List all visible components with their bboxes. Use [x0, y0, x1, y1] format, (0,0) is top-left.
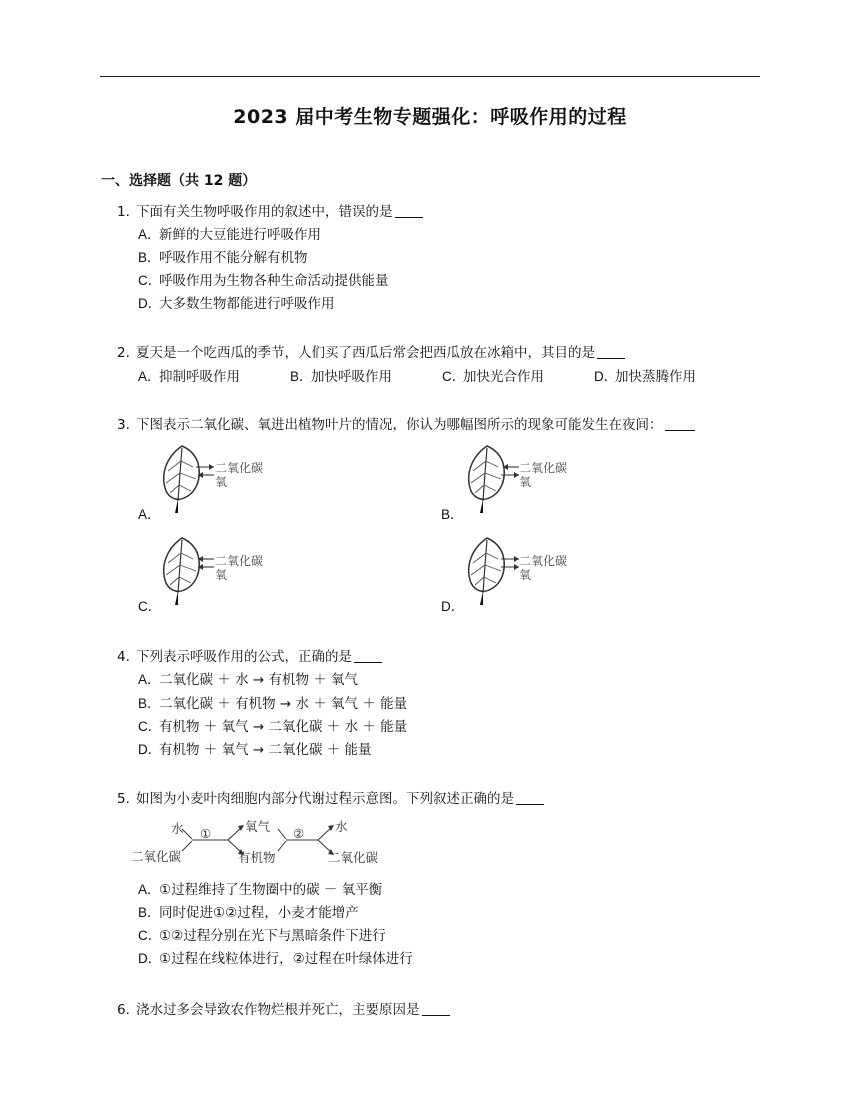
question-2-option-b[interactable] [290, 365, 392, 385]
question-3-option-c[interactable] [138, 595, 162, 615]
question-1-stem [117, 200, 423, 220]
diagram-step-2: ② [293, 827, 305, 841]
question-1-option-a[interactable] [138, 223, 321, 243]
question-5-option-a[interactable] [138, 878, 382, 898]
question-3-stem [117, 413, 695, 433]
diagram-step-1: ① [200, 827, 212, 841]
answer-blank[interactable] [354, 648, 382, 663]
option-letter: A． [138, 369, 161, 384]
question-3-number: 3. [117, 417, 130, 433]
question-4-option-c[interactable] [138, 715, 407, 735]
option-letter: B． [138, 250, 161, 265]
question-4-text: 下列表示呼吸作用的公式，正确的是 [136, 649, 352, 665]
question-6-text: 浇水过多会导致农作物烂根并死亡，主要原因是 [136, 1002, 420, 1018]
leaf-a-co2-label: 二氧化碳 [215, 461, 264, 475]
option-letter: B． [138, 696, 161, 711]
question-5-number: 5. [117, 791, 130, 807]
question-1-option-b[interactable] [138, 246, 308, 266]
option-text: 同时促进①②过程，小麦才能增产 [159, 905, 359, 921]
section-title: 一、选择题（共 12 题） [101, 173, 257, 189]
question-1-text: 下面有关生物呼吸作用的叙述中，错误的是 [136, 204, 393, 220]
question-4-stem [117, 645, 382, 665]
leaf-a-o2-label: 氧 [215, 475, 228, 489]
leaf-c-co2-label: 二氧化碳 [215, 554, 264, 568]
option-letter: B． [441, 507, 464, 522]
answer-blank[interactable] [422, 1001, 450, 1016]
option-letter: A． [138, 672, 161, 687]
option-text: 加快呼吸作用 [311, 369, 392, 385]
question-2-option-a[interactable] [138, 365, 240, 385]
option-text: 大多数生物都能进行呼吸作用 [159, 296, 335, 312]
option-letter: C． [138, 719, 162, 734]
question-1-option-c[interactable] [138, 269, 389, 289]
option-letter: C． [138, 928, 162, 943]
question-2-option-d[interactable] [594, 365, 696, 385]
option-letter: A． [138, 227, 161, 242]
question-2-option-c[interactable] [442, 365, 544, 385]
option-letter: D． [138, 951, 162, 966]
option-text: 有机物 ＋ 氧气 → 二氧化碳 ＋ 水 ＋ 能量 [159, 719, 408, 735]
option-letter: B． [290, 369, 313, 384]
option-letter: B． [138, 905, 161, 920]
leaf-d-o2-label: 氧 [519, 568, 532, 582]
diagram-oxygen: 氧气 [245, 820, 271, 834]
option-letter: D． [594, 369, 618, 384]
leaf-b-o2-label: 氧 [519, 475, 532, 489]
question-5-option-d[interactable] [138, 947, 413, 967]
question-5-stem [117, 787, 544, 807]
diagram-organic: 有机物 [238, 851, 276, 865]
question-6-number: 6. [117, 1002, 130, 1018]
document-title: 2023 届中考生物专题强化：呼吸作用的过程 [233, 106, 627, 128]
question-3-option-b[interactable] [441, 503, 462, 523]
question-4-option-a[interactable] [138, 668, 358, 688]
option-text: ①过程在线粒体进行，②过程在叶绿体进行 [159, 951, 413, 967]
question-1-option-d[interactable] [138, 292, 335, 312]
question-4-option-b[interactable] [138, 692, 407, 712]
question-6-stem [117, 998, 450, 1018]
answer-blank[interactable] [395, 203, 423, 218]
option-text: 有机物 ＋ 氧气 → 二氧化碳 ＋ 能量 [159, 742, 372, 758]
option-text: 新鲜的大豆能进行呼吸作用 [159, 227, 321, 243]
option-text: 加快蒸腾作用 [615, 369, 696, 385]
answer-blank[interactable] [665, 416, 695, 431]
question-5-option-b[interactable] [138, 901, 359, 921]
question-5-text: 如图为小麦叶肉细胞内部分代谢过程示意图。下列叙述正确的是 [136, 791, 514, 807]
option-letter: A． [138, 507, 161, 522]
diagram-co2-out: 二氧化碳 [328, 851, 379, 865]
leaf-c-o2-label: 氧 [215, 568, 228, 582]
question-3-option-d[interactable] [441, 595, 465, 615]
option-text: 呼吸作用不能分解有机物 [159, 250, 308, 266]
leaf-d-co2-label: 二氧化碳 [519, 554, 568, 568]
option-text: 加快光合作用 [463, 369, 544, 385]
option-letter: C． [138, 599, 162, 614]
option-letter: D． [138, 296, 162, 311]
diagram-water-out: 水 [335, 820, 348, 834]
option-text: 抑制呼吸作用 [159, 369, 240, 385]
question-1-number: 1. [117, 204, 130, 220]
leaf-b-co2-label: 二氧化碳 [519, 461, 568, 475]
question-5-option-c[interactable] [138, 924, 386, 944]
diagram-co2-in: 二氧化碳 [131, 850, 182, 864]
option-letter: C． [442, 369, 466, 384]
option-letter: D． [441, 599, 465, 614]
question-2-number: 2. [117, 345, 130, 361]
question-4-number: 4. [117, 649, 130, 665]
option-letter: C． [138, 273, 162, 288]
question-4-option-d[interactable] [138, 738, 372, 758]
option-text: 二氧化碳 ＋ 水 → 有机物 ＋ 氧气 [159, 672, 359, 688]
option-text: 呼吸作用为生物各种生命活动提供能量 [159, 273, 389, 289]
top-rule [100, 76, 760, 77]
option-letter: A． [138, 882, 161, 897]
option-text: ①过程维持了生物圈中的碳 － 氧平衡 [159, 882, 383, 898]
diagram-water-in: 水 [171, 822, 184, 836]
question-3-option-a[interactable] [138, 503, 159, 523]
question-3-text: 下图表示二氧化碳、氧进出植物叶片的情况，你认为哪幅图所示的现象可能发生在夜间： [136, 417, 663, 433]
answer-blank[interactable] [516, 790, 544, 805]
question-2-stem [117, 341, 625, 361]
option-text: 二氧化碳 ＋ 有机物 → 水 ＋ 氧气 ＋ 能量 [159, 696, 408, 712]
question-2-text: 夏天是一个吃西瓜的季节，人们买了西瓜后常会把西瓜放在冰箱中，其目的是 [136, 345, 595, 361]
option-text: ①②过程分别在光下与黑暗条件下进行 [159, 928, 386, 944]
option-letter: D． [138, 742, 162, 757]
answer-blank[interactable] [597, 344, 625, 359]
